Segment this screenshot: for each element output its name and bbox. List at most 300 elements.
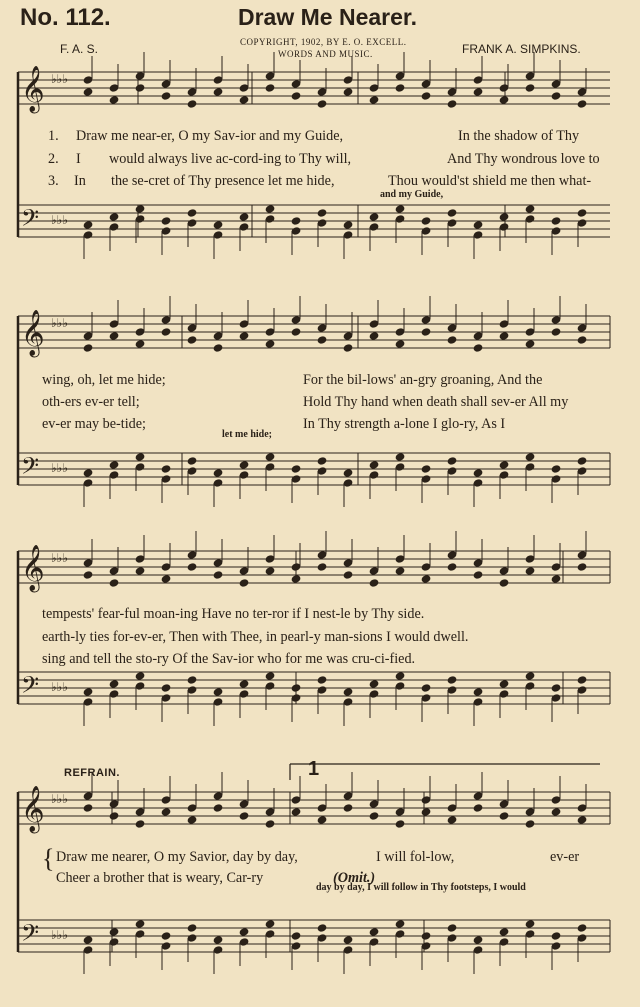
soprano-note — [161, 563, 171, 571]
tenor-note — [109, 928, 119, 936]
tenor-note — [499, 680, 509, 688]
bass-note — [265, 682, 275, 690]
tenor-note — [239, 213, 249, 221]
alto-note — [551, 92, 561, 100]
alto-note — [395, 340, 405, 348]
alto-note-refrain: day by day, I will follow in Thy footsteps, I would — [316, 882, 526, 893]
tenor-note — [525, 205, 535, 213]
alto-note — [577, 100, 587, 108]
soprano-note — [317, 88, 327, 96]
bass-note — [109, 223, 119, 231]
bass-note — [291, 227, 301, 235]
alto-note — [369, 579, 379, 587]
soprano-note — [447, 804, 457, 812]
verse3-number: 3. — [48, 173, 59, 189]
bass-note — [239, 938, 249, 946]
tenor-note — [421, 932, 431, 940]
bass-note — [187, 686, 197, 694]
tenor-note — [265, 205, 275, 213]
verse2-line1-end: And Thy wondrous love to — [447, 151, 600, 167]
bass-note — [369, 471, 379, 479]
alto-note — [213, 88, 223, 96]
soprano-note — [265, 808, 275, 816]
bass-note — [135, 215, 145, 223]
bass-note — [551, 694, 561, 702]
alto-note — [161, 808, 171, 816]
soprano-note — [577, 324, 587, 332]
bass-note — [291, 694, 301, 702]
soprano-note — [239, 320, 249, 328]
alto-note — [447, 336, 457, 344]
alto-note — [265, 820, 275, 828]
tenor-note — [291, 932, 301, 940]
bass-note — [343, 946, 353, 954]
soprano-note — [161, 316, 171, 324]
tenor-note — [109, 461, 119, 469]
s3-verse2: earth-ly ties for-ev-er, Then with Thee, in pearl-y man-sions I would dwell. — [42, 629, 469, 645]
tenor-note — [343, 936, 353, 944]
soprano-note — [525, 808, 535, 816]
soprano-note — [395, 328, 405, 336]
verse2-line1: would always live ac-cord-ing to Thy will, — [109, 151, 352, 167]
tenor-note — [395, 920, 405, 928]
soprano-note — [369, 800, 379, 808]
bass-note — [265, 463, 275, 471]
soprano-note — [343, 559, 353, 567]
soprano-note — [551, 796, 561, 804]
s2-verse1-a: wing, oh, let me hide; — [42, 372, 166, 388]
bass-note — [239, 690, 249, 698]
tenor-note — [161, 684, 171, 692]
alto-note — [135, 820, 145, 828]
soprano-note — [369, 320, 379, 328]
verse2-number: 2. — [48, 151, 59, 167]
tenor-note — [83, 469, 93, 477]
soprano-note — [421, 80, 431, 88]
refrain2-a: Cheer a brother that is weary, Car-ry — [56, 870, 264, 886]
tenor-note — [343, 688, 353, 696]
tenor-note — [265, 453, 275, 461]
alto-note — [421, 808, 431, 816]
tenor-note — [447, 457, 457, 465]
bass-note — [317, 219, 327, 227]
bass-note — [473, 946, 483, 954]
soprano-note — [161, 80, 171, 88]
soprano-note — [291, 796, 301, 804]
tenor-note — [291, 465, 301, 473]
bass-note — [473, 479, 483, 487]
alto-note — [499, 812, 509, 820]
alto-note — [343, 804, 353, 812]
tenor-note — [239, 461, 249, 469]
tenor-note — [447, 676, 457, 684]
soprano-note — [473, 792, 483, 800]
alto-note — [551, 575, 561, 583]
alto-note — [473, 344, 483, 352]
alto-note — [525, 340, 535, 348]
alto-note — [395, 820, 405, 828]
bass-note — [447, 934, 457, 942]
tenor-note — [577, 457, 587, 465]
alto-note — [135, 84, 145, 92]
soprano-note — [421, 316, 431, 324]
bass-note — [83, 479, 93, 487]
bass-note — [577, 686, 587, 694]
soprano-note — [187, 88, 197, 96]
bass-note — [551, 942, 561, 950]
s2-verse2-b: Hold Thy hand when death shall sev-er All my — [303, 394, 569, 410]
bass-note — [187, 219, 197, 227]
soprano-note — [109, 800, 119, 808]
bass-note — [161, 227, 171, 235]
bass-note — [213, 946, 223, 954]
alto-note — [473, 804, 483, 812]
alto-note — [317, 100, 327, 108]
alto-note-1: and my Guide, — [380, 189, 444, 200]
alto-note — [499, 579, 509, 587]
soprano-note — [265, 72, 275, 80]
bass-note — [395, 463, 405, 471]
soprano-note — [421, 563, 431, 571]
bass-note — [135, 682, 145, 690]
soprano-note — [447, 551, 457, 559]
alto-note — [317, 563, 327, 571]
bass-note — [421, 227, 431, 235]
treble-clef: 𝄞 — [21, 310, 45, 356]
tenor-note — [421, 217, 431, 225]
bass-note — [369, 223, 379, 231]
soprano-note — [317, 551, 327, 559]
tenor-note — [265, 920, 275, 928]
tenor-note — [109, 680, 119, 688]
bass-note — [291, 942, 301, 950]
soprano-note — [551, 316, 561, 324]
bass-note — [161, 942, 171, 950]
tenor-note — [291, 217, 301, 225]
alto-note — [577, 563, 587, 571]
tenor-note — [525, 920, 535, 928]
alto-note — [395, 567, 405, 575]
tenor-note — [343, 469, 353, 477]
key-signature: ♭♭♭ — [51, 792, 68, 806]
bass-note — [421, 475, 431, 483]
refrain-brace: { — [42, 844, 55, 873]
alto-note — [161, 575, 171, 583]
s2-verse3-a: ev-er may be-tide; — [42, 416, 146, 432]
soprano-note — [291, 316, 301, 324]
soprano-note — [135, 555, 145, 563]
tenor-note — [577, 924, 587, 932]
alto-note — [135, 567, 145, 575]
bass-note — [109, 471, 119, 479]
alto-note — [109, 96, 119, 104]
tenor-note — [395, 453, 405, 461]
bass-note — [187, 934, 197, 942]
tenor-note — [291, 684, 301, 692]
soprano-note — [109, 567, 119, 575]
soprano-note — [577, 804, 587, 812]
tenor-note — [317, 676, 327, 684]
soprano-note — [395, 808, 405, 816]
alto-note — [317, 816, 327, 824]
alto-note — [421, 92, 431, 100]
alto-note — [83, 571, 93, 579]
tenor-note — [213, 936, 223, 944]
soprano-note — [83, 76, 93, 84]
alto-note — [239, 332, 249, 340]
alto-note — [369, 812, 379, 820]
alto-note — [369, 332, 379, 340]
soprano-note — [83, 559, 93, 567]
tenor-note — [421, 684, 431, 692]
alto-note — [83, 804, 93, 812]
tenor-note — [577, 676, 587, 684]
soprano-note — [291, 563, 301, 571]
alto-note — [239, 579, 249, 587]
bass-note — [421, 694, 431, 702]
bass-note — [187, 467, 197, 475]
bass-note — [421, 942, 431, 950]
tenor-note — [83, 221, 93, 229]
soprano-note — [213, 559, 223, 567]
verse1-line1-end: In the shadow of Thy — [458, 128, 580, 144]
bass-note — [83, 231, 93, 239]
verse2-word: I — [76, 151, 81, 167]
soprano-note — [343, 792, 353, 800]
tenor-note — [213, 688, 223, 696]
bass-note — [499, 223, 509, 231]
alto-note — [447, 100, 457, 108]
bass-note — [291, 475, 301, 483]
bass-note — [317, 467, 327, 475]
soprano-note — [161, 796, 171, 804]
bass-note — [135, 463, 145, 471]
tenor-note — [473, 688, 483, 696]
soprano-note — [265, 328, 275, 336]
soprano-note — [473, 559, 483, 567]
copyright-words-music: WORDS AND MUSIC. — [278, 49, 373, 59]
tenor-note — [551, 932, 561, 940]
composer-name: FRANK A. SIMPKINS. — [462, 42, 581, 56]
bass-note — [239, 471, 249, 479]
tenor-note — [525, 672, 535, 680]
alto-note — [109, 579, 119, 587]
alto-note — [187, 336, 197, 344]
key-signature: ♭♭♭ — [51, 461, 68, 475]
bass-note — [213, 231, 223, 239]
tenor-note — [135, 205, 145, 213]
tenor-note — [161, 932, 171, 940]
alto-note — [187, 816, 197, 824]
soprano-note — [447, 88, 457, 96]
lyricist-initials: F. A. S. — [60, 42, 99, 56]
alto-note — [291, 92, 301, 100]
soprano-note — [551, 563, 561, 571]
alto-note — [525, 84, 535, 92]
soprano-note — [577, 88, 587, 96]
soprano-note — [525, 555, 535, 563]
bass-note — [395, 930, 405, 938]
tenor-note — [525, 453, 535, 461]
tenor-note — [369, 680, 379, 688]
bass-note — [109, 938, 119, 946]
alto-note — [187, 563, 197, 571]
s3-verse3: sing and tell the sto-ry Of the Sav-ior who for me was cru-ci-fied. — [42, 651, 416, 667]
soprano-note — [499, 320, 509, 328]
treble-clef: 𝄞 — [21, 66, 45, 112]
bass-note — [343, 479, 353, 487]
soprano-note — [291, 80, 301, 88]
key-signature: ♭♭♭ — [51, 72, 68, 86]
soprano-note — [577, 551, 587, 559]
alto-note — [369, 96, 379, 104]
refrain-label: REFRAIN. — [64, 767, 120, 779]
alto-note — [317, 336, 327, 344]
tenor-note — [369, 461, 379, 469]
soprano-note — [109, 320, 119, 328]
tenor-note — [135, 672, 145, 680]
key-signature: ♭♭♭ — [51, 551, 68, 565]
bass-clef: 𝄢 — [21, 204, 40, 237]
verse3-word: In — [74, 173, 86, 189]
tenor-note — [187, 924, 197, 932]
soprano-note — [135, 808, 145, 816]
bass-note — [447, 467, 457, 475]
bass-note — [473, 231, 483, 239]
tenor-note — [343, 221, 353, 229]
alto-note — [161, 328, 171, 336]
hymn-title: Draw Me Nearer. — [238, 4, 417, 30]
key-signature: ♭♭♭ — [51, 680, 68, 694]
alto-note — [421, 575, 431, 583]
soprano-note — [317, 324, 327, 332]
alto-note — [499, 96, 509, 104]
tenor-note — [161, 465, 171, 473]
bass-note — [83, 946, 93, 954]
tenor-note — [473, 221, 483, 229]
alto-note — [291, 328, 301, 336]
key-signature: ♭♭♭ — [51, 928, 68, 942]
tenor-note — [187, 209, 197, 217]
soprano-note — [499, 84, 509, 92]
soprano-note — [265, 555, 275, 563]
tenor-note — [265, 672, 275, 680]
alto-note — [161, 92, 171, 100]
alto-note — [421, 328, 431, 336]
bass-note — [577, 934, 587, 942]
bass-note — [525, 463, 535, 471]
bass-note — [551, 475, 561, 483]
bass-note — [83, 698, 93, 706]
soprano-note — [213, 76, 223, 84]
bass-note — [577, 219, 587, 227]
bass-clef: 𝄢 — [21, 919, 40, 952]
soprano-note — [395, 555, 405, 563]
bass-note — [343, 698, 353, 706]
alto-note — [135, 340, 145, 348]
alto-note — [291, 575, 301, 583]
tenor-note — [369, 928, 379, 936]
tenor-note — [135, 920, 145, 928]
bass-note — [369, 938, 379, 946]
refrain1-a: Draw me nearer, O my Savior, day by day, — [56, 849, 298, 865]
tenor-note — [161, 217, 171, 225]
tenor-note — [499, 213, 509, 221]
refrain1-b: I will fol-low, — [376, 849, 455, 865]
soprano-note — [343, 332, 353, 340]
alto-note — [265, 84, 275, 92]
verse3-line1-end: Thou would'st shield me then what- — [388, 173, 592, 189]
tenor-note — [447, 924, 457, 932]
bass-note — [499, 690, 509, 698]
alto-note — [213, 571, 223, 579]
copyright-line: COPYRIGHT, 1902, BY E. O. EXCELL. — [240, 37, 407, 47]
tenor-note — [395, 205, 405, 213]
bass-note — [447, 686, 457, 694]
alto-note — [343, 571, 353, 579]
soprano-note — [525, 72, 535, 80]
bass-note — [525, 930, 535, 938]
alto-note — [577, 336, 587, 344]
soprano-note — [187, 804, 197, 812]
soprano-note — [473, 76, 483, 84]
bass-note — [161, 475, 171, 483]
tenor-note — [83, 688, 93, 696]
alto-note — [551, 328, 561, 336]
alto-note — [395, 84, 405, 92]
bass-note — [317, 934, 327, 942]
tenor-note — [135, 453, 145, 461]
bass-clef: 𝄢 — [21, 671, 40, 704]
alto-note — [239, 812, 249, 820]
soprano-note — [447, 324, 457, 332]
tenor-note — [499, 928, 509, 936]
bass-note — [239, 223, 249, 231]
treble-clef: 𝄞 — [21, 545, 45, 591]
bass-note — [135, 930, 145, 938]
tenor-note — [213, 221, 223, 229]
bass-note — [499, 471, 509, 479]
tenor-note — [213, 469, 223, 477]
refrain2-omit: (Omit.) — [333, 870, 376, 886]
soprano-note — [499, 800, 509, 808]
tenor-note — [395, 672, 405, 680]
bass-note — [499, 938, 509, 946]
soprano-note — [369, 84, 379, 92]
s2-verse3-b: In Thy strength a-lone I glo-ry, As I — [303, 416, 506, 432]
bass-note — [265, 215, 275, 223]
soprano-note — [499, 567, 509, 575]
alto-note — [473, 88, 483, 96]
alto-note — [239, 96, 249, 104]
s2-verse1-b: For the bil-lows' an-gry groaning, And the — [303, 372, 543, 388]
soprano-note — [83, 792, 93, 800]
tenor-note — [239, 680, 249, 688]
alto-note — [213, 344, 223, 352]
soprano-note — [213, 332, 223, 340]
soprano-note — [421, 796, 431, 804]
soprano-note — [109, 84, 119, 92]
tenor-note — [447, 209, 457, 217]
tenor-note — [187, 457, 197, 465]
alto-note — [473, 571, 483, 579]
tenor-note — [473, 469, 483, 477]
tenor-note — [187, 676, 197, 684]
bass-note — [369, 690, 379, 698]
alto-note — [291, 808, 301, 816]
bass-note — [317, 686, 327, 694]
key-signature: ♭♭♭ — [51, 213, 68, 227]
